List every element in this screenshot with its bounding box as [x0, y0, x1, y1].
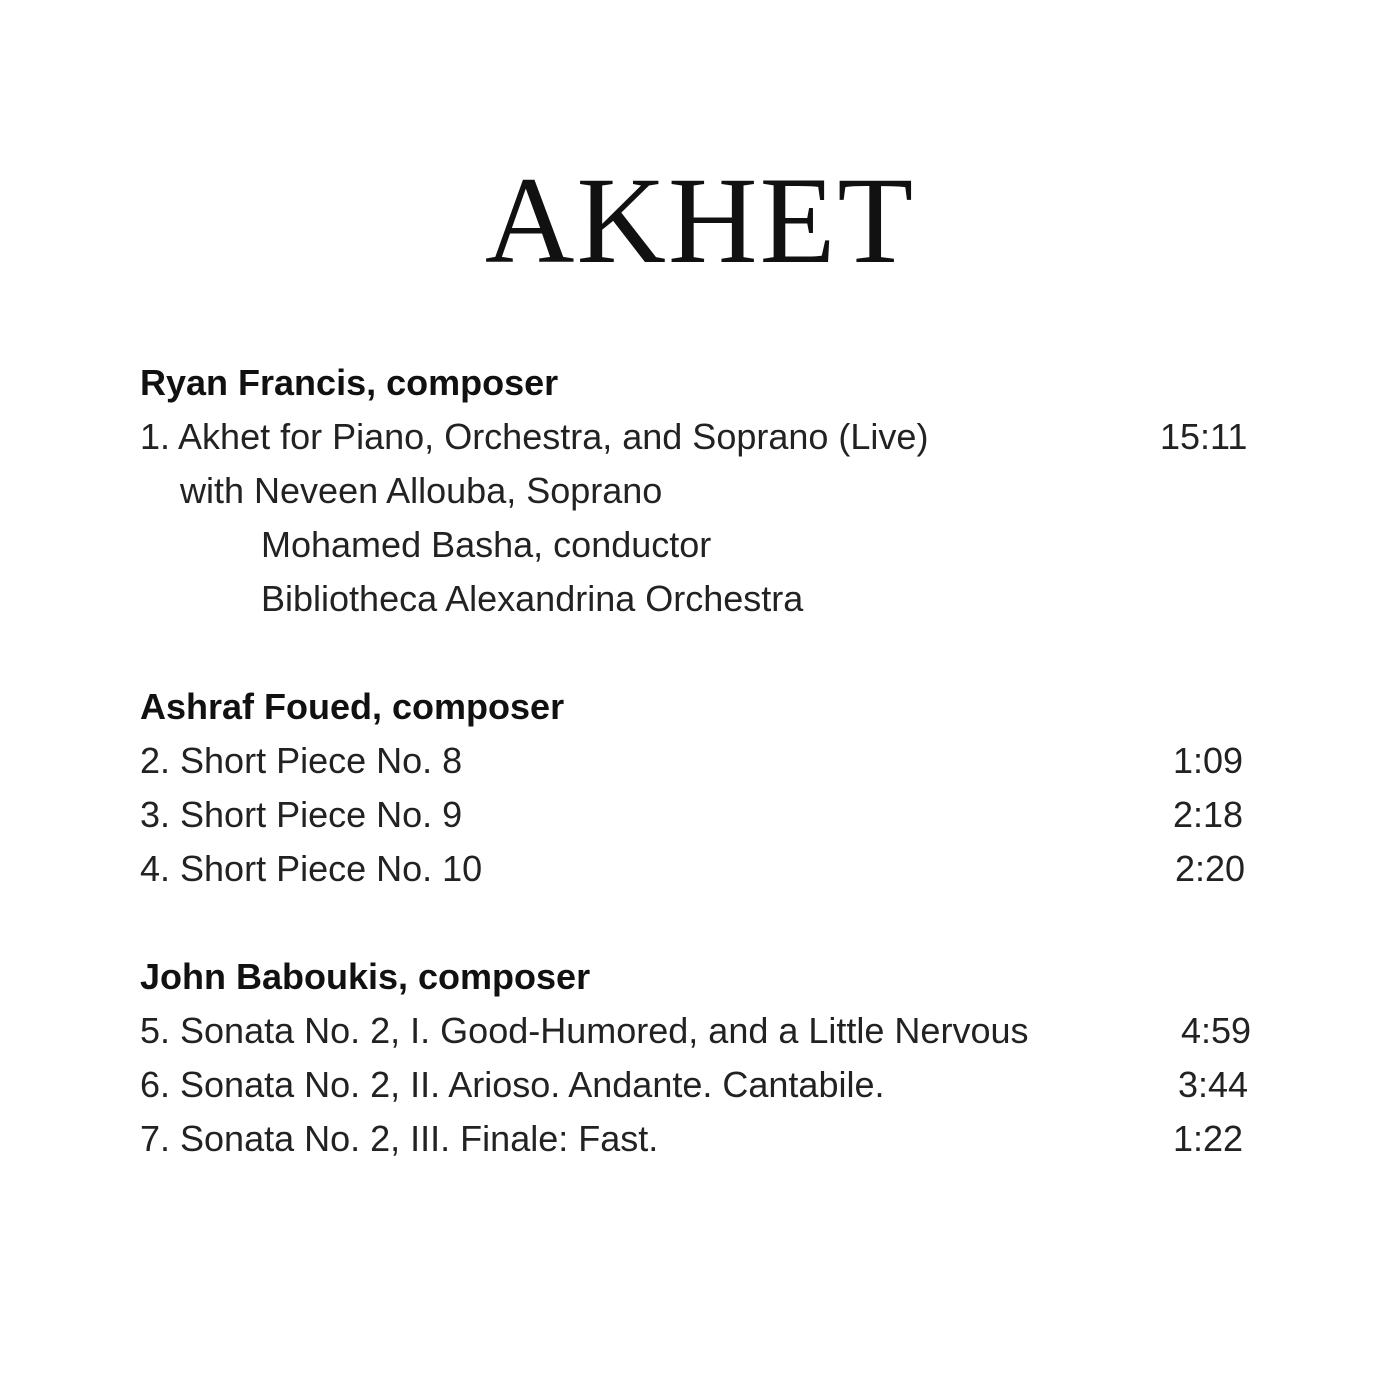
- track-duration: 15:11: [1160, 416, 1248, 457]
- track-duration: 2:20: [1175, 848, 1246, 889]
- composer-heading: Ryan Francis, composer: [140, 362, 559, 403]
- track-duration: 1:22: [1173, 1118, 1244, 1159]
- track-credit: Mohamed Basha, conductor: [261, 524, 712, 565]
- track-duration: 1:09: [1173, 740, 1244, 781]
- track-duration: 3:44: [1178, 1064, 1249, 1105]
- track-duration: 2:18: [1173, 794, 1244, 835]
- composer-heading: Ashraf Foued, composer: [140, 686, 565, 727]
- track-title: 7. Sonata No. 2, III. Finale: Fast.: [140, 1118, 659, 1159]
- track-title: 6. Sonata No. 2, II. Arioso. Andante. Cantabile.: [140, 1064, 885, 1105]
- composer-heading: John Baboukis, composer: [140, 956, 591, 997]
- track-title: 5. Sonata No. 2, I. Good-Humored, and a Little Nervous: [140, 1010, 1029, 1051]
- track-credit: with Neveen Allouba, Soprano: [180, 470, 663, 511]
- track-title: 4. Short Piece No. 10: [140, 848, 483, 889]
- album-title: AKHET: [484, 152, 916, 289]
- track-title: 3. Short Piece No. 9: [140, 794, 463, 835]
- track-duration: 4:59: [1181, 1010, 1252, 1051]
- track-credit: Bibliotheca Alexandrina Orchestra: [261, 578, 804, 619]
- track-title: 2. Short Piece No. 8: [140, 740, 463, 781]
- track-title: 1. Akhet for Piano, Orchestra, and Soprano (Live): [140, 416, 929, 457]
